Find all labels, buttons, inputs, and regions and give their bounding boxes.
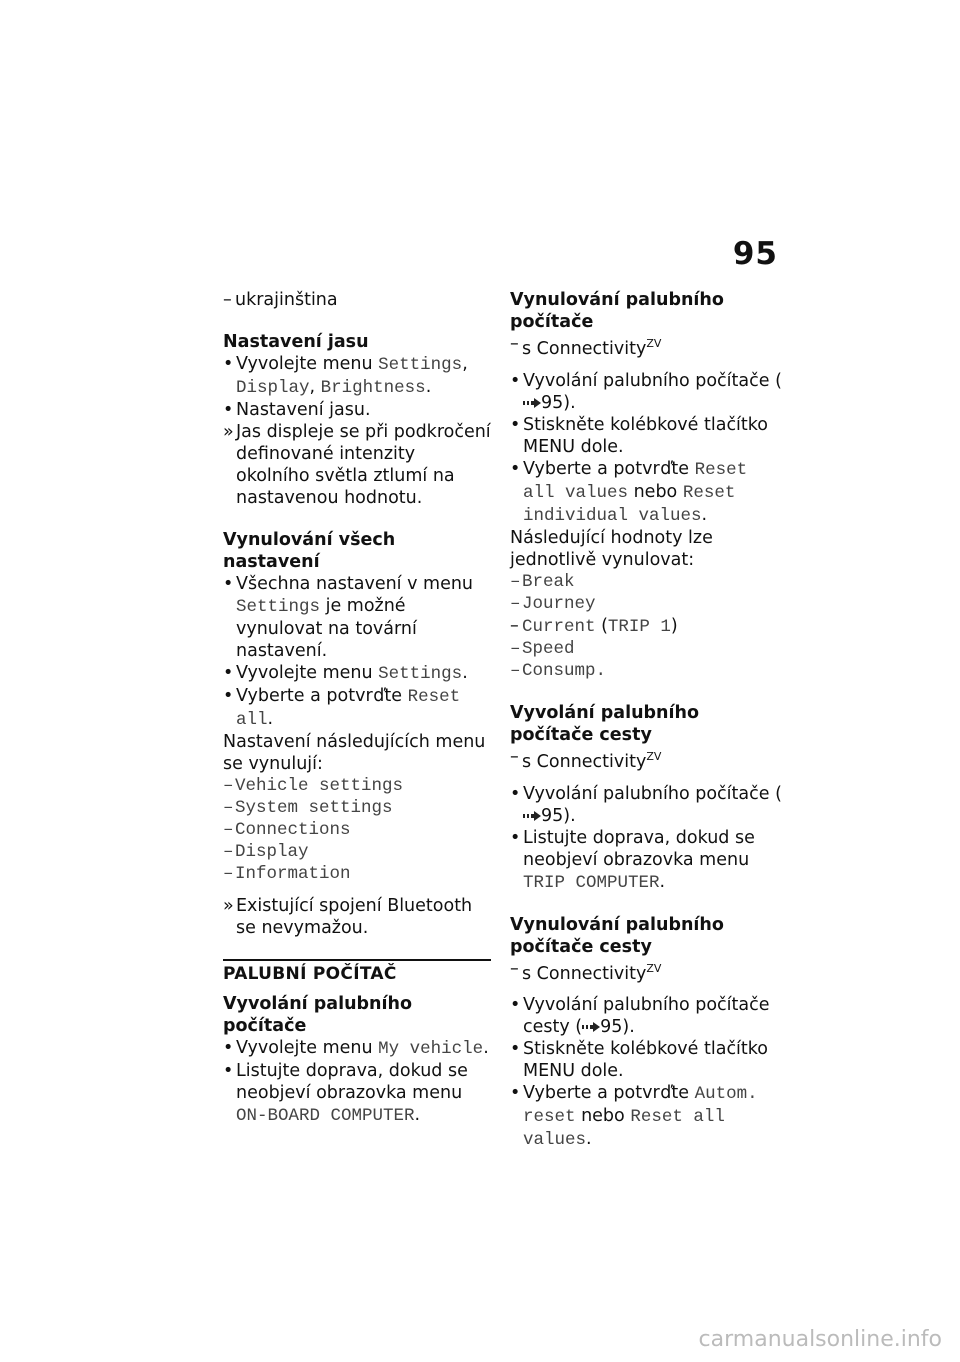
s2-step-1: • Vyvolání palubního počítače (95). — [510, 783, 782, 827]
value-list-item: – Consump. — [510, 660, 782, 682]
page-ref-arrow-icon — [523, 398, 541, 408]
reset-step-2: • Vyvolejte menu Settings. — [223, 662, 493, 685]
reset-all-heading: Vynulování všech nastavení — [223, 530, 396, 572]
s1-step-3: • Vyberte a potvrďte Reset all values nebo Reset individual values. — [510, 458, 782, 527]
computer-step-2: • Listujte doprava, dokud se neobjeví obrazovka menu ON-BOARD COMPUTER. — [223, 1060, 493, 1127]
page-ref-arrow-icon — [582, 1022, 600, 1032]
value-list-item: – Speed — [510, 638, 782, 660]
section-title: PALUBNÍ POČÍTAČ — [223, 964, 397, 984]
value-list-item: – Journey — [510, 593, 782, 615]
s3-step-1: • Vyvolání palubního počítače cesty ( 95). — [510, 994, 782, 1038]
s3-step-3: • Vyberte a potvrďte Autom. reset nebo Reset all values. — [510, 1082, 782, 1151]
trip-computer-heading: Vyvolání palubního počítače cesty — [510, 702, 699, 745]
reset-step-3: • Vyberte a potvrďte Reset all. — [223, 685, 493, 731]
right-column — [510, 289, 782, 1151]
value-list-item: – Break — [510, 571, 782, 593]
reset-list-item: – Connections — [223, 819, 493, 841]
s3-step-2: • Stiskněte kolébkové tlačítko MENU dole. — [510, 1038, 782, 1082]
reset-trip-heading: Vynulování palubního počítače cesty — [510, 914, 724, 957]
reset-list-item: – System settings — [223, 797, 493, 819]
brightness-step-2: • Nastavení jasu. — [223, 399, 493, 421]
connectivity-note: – s Connectivity$^{ZV}$ — [510, 958, 782, 985]
computer-step-1: • Vyvolejte menu My vehicle. — [223, 1037, 493, 1060]
watermark: carmanualsonline.info — [698, 1327, 942, 1352]
reset-list-item: – Display — [223, 841, 493, 863]
computer-heading: Vyvolání palubního počítače — [223, 994, 412, 1036]
bluetooth-result: » Existující spojení Bluetooth se nevymažou. — [223, 895, 493, 939]
reset-step-1: • Všechna nastavení v menu Settings je možné vynulovat na tovární nastavení. — [223, 573, 493, 662]
reset-computer-heading: Vynulování palubního počítače — [510, 290, 724, 332]
reset-paragraph: Nastavení následujících menu se vynulují: — [223, 732, 486, 774]
reset-list-item: – Vehicle settings — [223, 775, 493, 797]
page-number: 95 — [732, 236, 778, 272]
connectivity-note: – s Connectivity$^{ZV}$ — [510, 746, 782, 773]
page-ref-arrow-icon — [523, 811, 541, 821]
value-list-item: – Current (TRIP 1) — [510, 615, 782, 638]
s2-step-2: • Listujte doprava, dokud se neobjeví obrazovka menu TRIP COMPUTER. — [510, 827, 782, 894]
section-divider — [223, 959, 491, 985]
s1-step-1: • Vyvolání palubního počítače (95). — [510, 370, 782, 414]
s1-step-2: • Stiskněte kolébkové tlačítko MENU dole. — [510, 414, 782, 458]
brightness-step-1: • Vyvolejte menu Settings, Display, Brightness. — [223, 353, 493, 399]
language-list-item: – ukrajinština — [223, 289, 493, 311]
connectivity-note: – s Connectivity$^{ZV}$ — [510, 333, 782, 360]
left-column — [223, 289, 493, 1127]
s1-paragraph: Následující hodnoty lze jednotlivě vynulovat: — [510, 527, 713, 570]
brightness-result: » Jas displeje se při podkročení definované intenzity okolního světla ztlumí na nastavenou hodnotu. — [223, 421, 493, 509]
brightness-heading: Nastavení jasu — [223, 332, 369, 352]
reset-list-item: – Information — [223, 863, 493, 885]
